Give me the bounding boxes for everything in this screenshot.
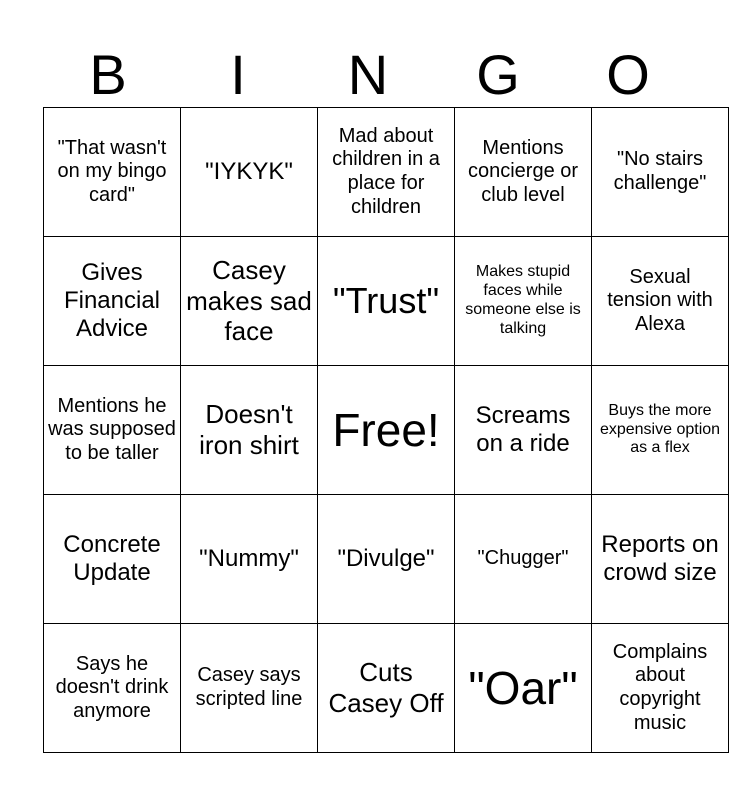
board-row <box>44 108 729 237</box>
bingo-cell[interactable]: "Chugger" <box>455 495 592 624</box>
bingo-cell[interactable]: Makes stupid faces while someone else is talking <box>455 237 592 366</box>
free-space-cell[interactable]: Free! <box>318 366 455 495</box>
board-row <box>44 495 729 624</box>
header-letter-b: B <box>89 43 127 106</box>
bingo-cell[interactable]: Reports on crowd size <box>592 495 729 624</box>
header-letter-o: O <box>606 43 650 106</box>
board-row <box>44 624 729 753</box>
bingo-cell[interactable]: Mad about children in a place for children <box>318 108 455 237</box>
header-letter-g: G <box>476 43 520 106</box>
bingo-cell[interactable]: Concrete Update <box>44 495 181 624</box>
bingo-cell[interactable]: Casey says scripted line <box>181 624 318 753</box>
bingo-cell[interactable]: Doesn't iron shirt <box>181 366 318 495</box>
bingo-cell[interactable]: Sexual tension with Alexa <box>592 237 729 366</box>
bingo-cell[interactable]: "IYKYK" <box>181 108 318 237</box>
header-letter-n: N <box>347 43 389 106</box>
bingo-cell[interactable]: "Trust" <box>318 237 455 366</box>
bingo-cell[interactable]: "Divulge" <box>318 495 455 624</box>
bingo-cell[interactable]: "No stairs challenge" <box>592 108 729 237</box>
bingo-cell[interactable]: Mentions he was supposed to be taller <box>44 366 181 495</box>
bingo-cell[interactable]: Complains about copyright music <box>592 624 729 753</box>
bingo-cell[interactable]: Buys the more expensive option as a flex <box>592 366 729 495</box>
bingo-cell[interactable]: Mentions concierge or club level <box>455 108 592 237</box>
header-letter-i: I <box>230 43 246 106</box>
bingo-cell[interactable]: Casey makes sad face <box>181 237 318 366</box>
bingo-cell[interactable]: Gives Financial Advice <box>44 237 181 366</box>
bingo-cell[interactable]: Says he doesn't drink anymore <box>44 624 181 753</box>
bingo-cell[interactable]: "Oar" <box>455 624 592 753</box>
board-row <box>44 366 729 495</box>
bingo-cell[interactable]: Cuts Casey Off <box>318 624 455 753</box>
bingo-header <box>43 42 693 108</box>
bingo-cell[interactable]: Screams on a ride <box>455 366 592 495</box>
bingo-board <box>43 107 729 753</box>
bingo-cell[interactable]: "Nummy" <box>181 495 318 624</box>
bingo-cell[interactable]: "That wasn't on my bingo card" <box>44 108 181 237</box>
board-row <box>44 237 729 366</box>
